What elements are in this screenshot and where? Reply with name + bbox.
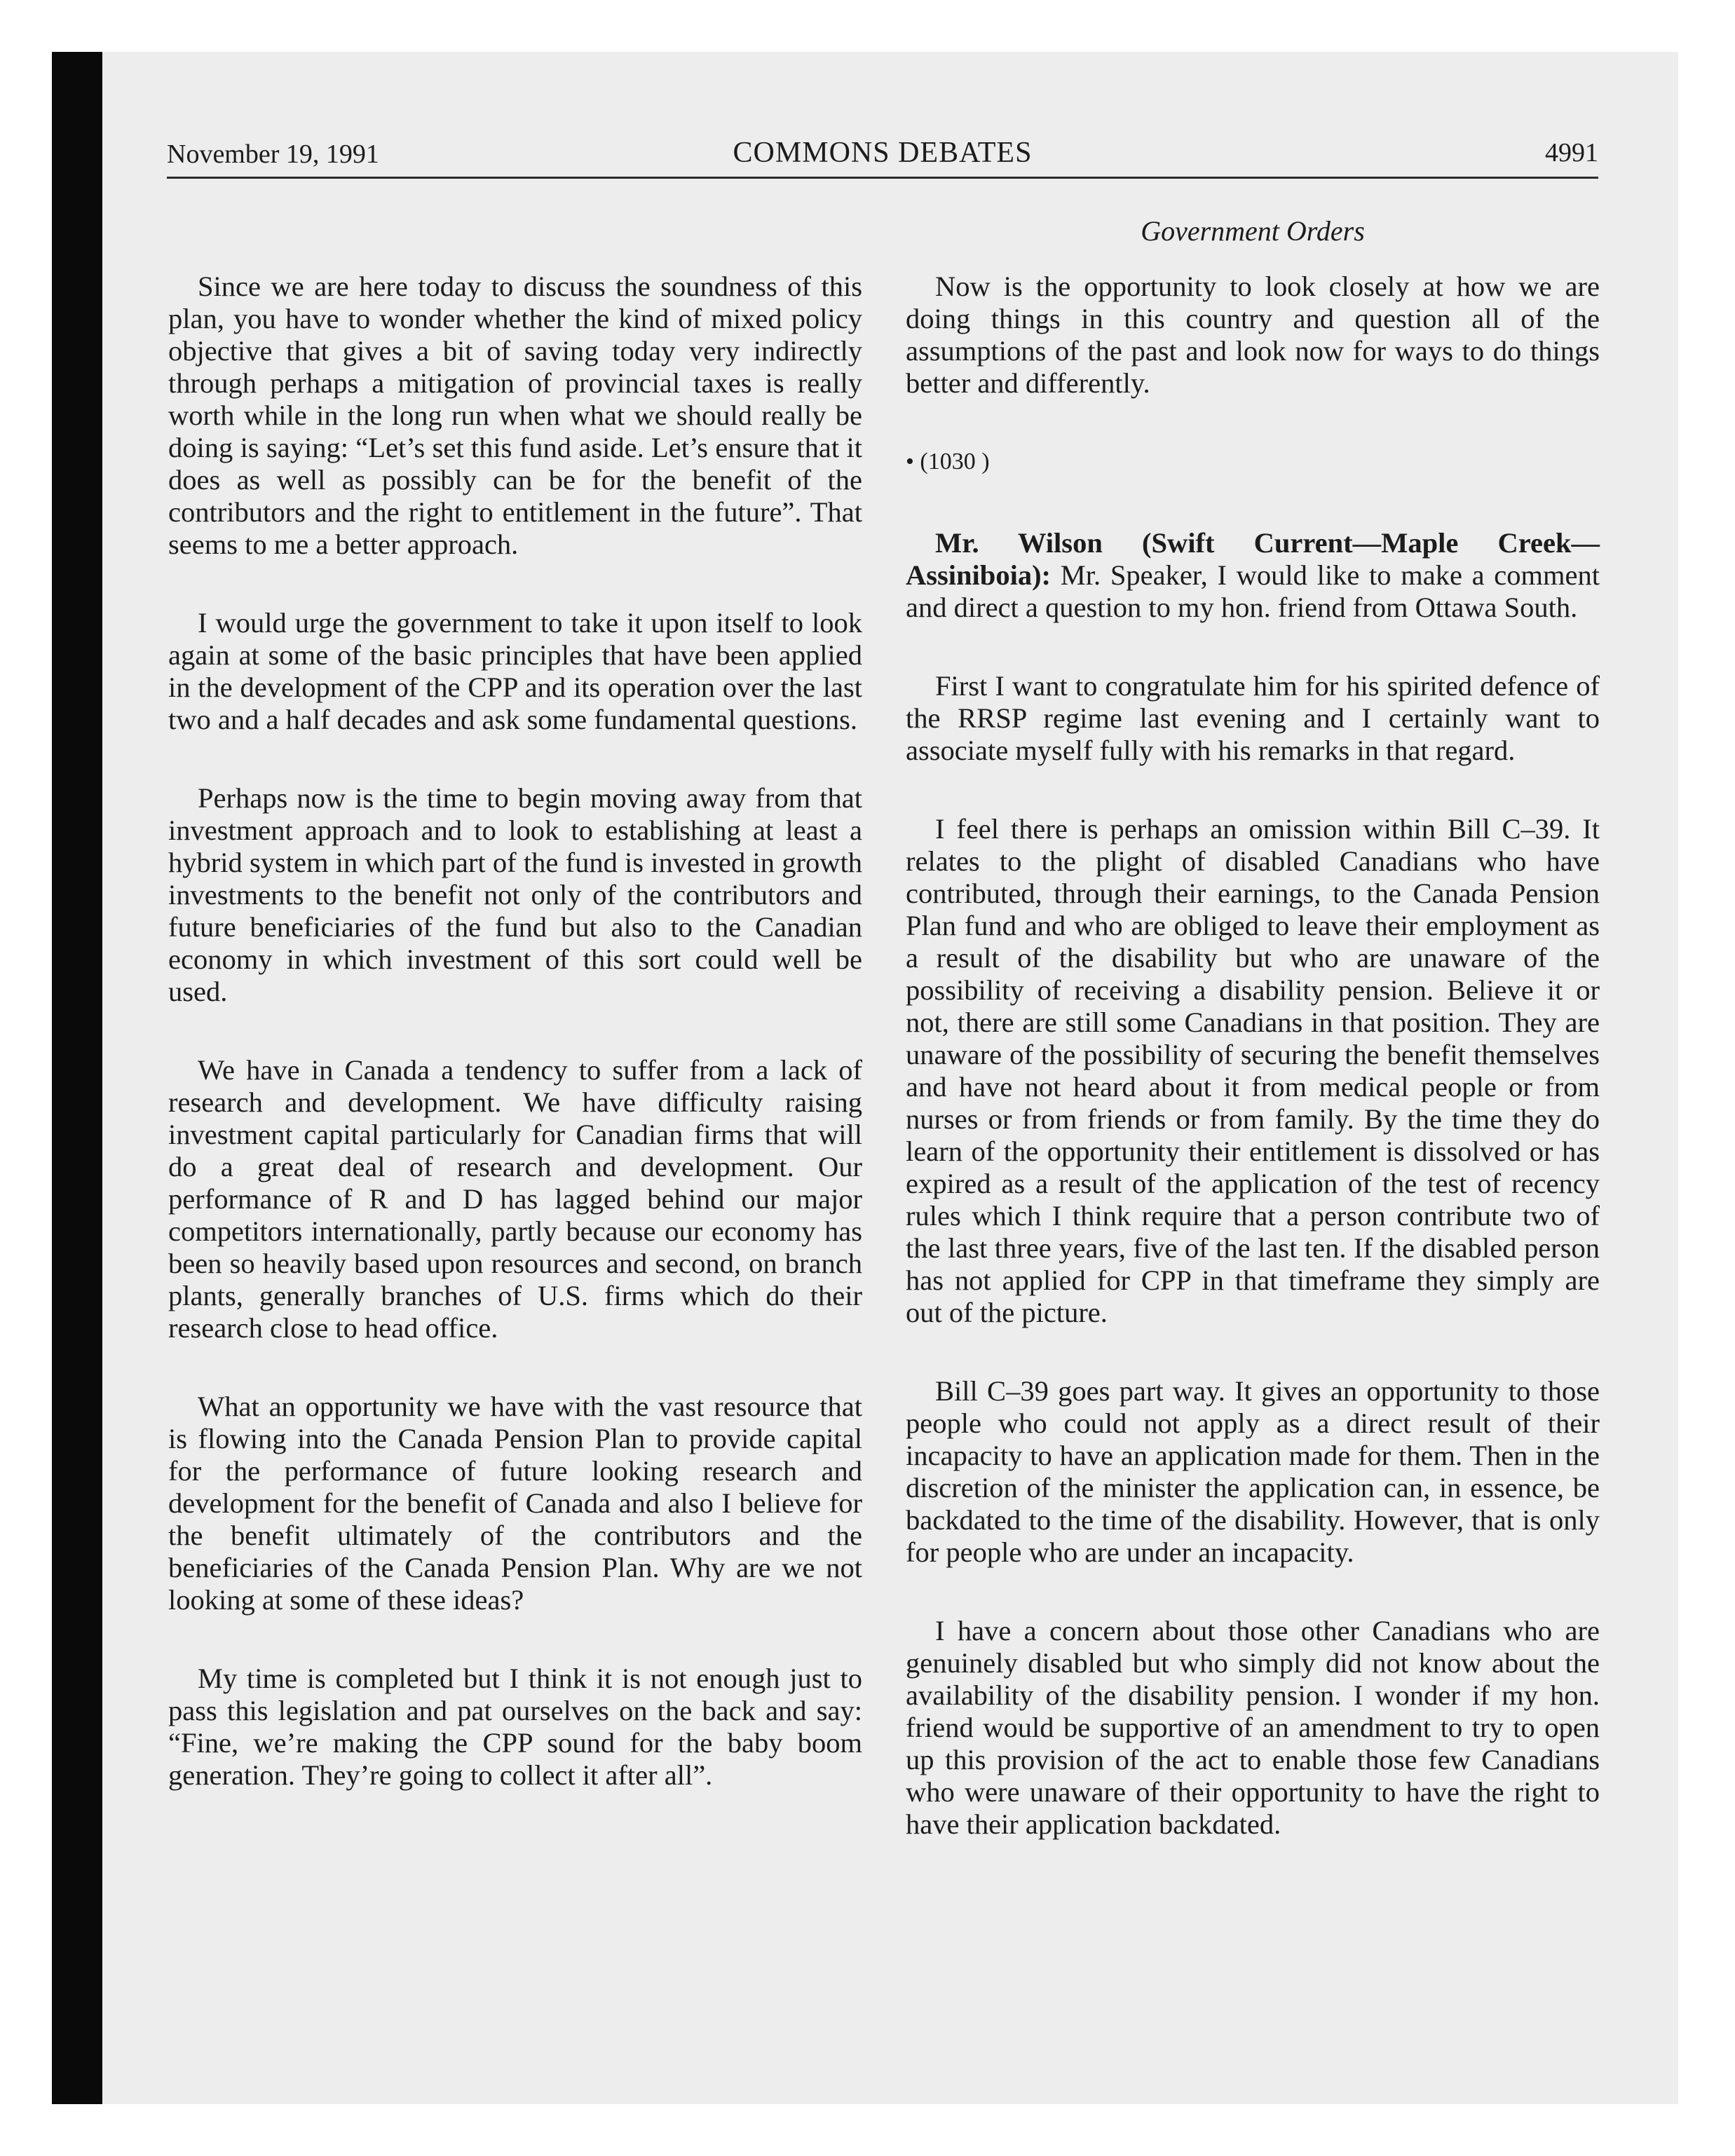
speaker-paragraph (906, 527, 1600, 624)
header-title: COMMONS DEBATES (733, 137, 1033, 169)
paragraph: I feel there is perhaps an omission within Bill C–39. It relates to the plight of disabled Canadians who have contributed, through their earnings, to the Canada Pension Plan fund and who are obliged to leave their employment as a result of the disability but who are unaware of the possibility of receiving a disability pension. Believe it or not, there are still some Canadians in that position. They are unaware of the possibility of securing the benefit themselves and have not heard about it from medical people or from nurses or from friends or from family. By the time they do learn of the opportunity their entitlement is dissolved or has expired as a result of the application of the test of recency rules which I think require that a person contribute two of the last three years, five of the last ten. If the disabled person has not applied for CPP in that timeframe they simply are out of the picture. (906, 813, 1600, 1328)
left-column (168, 271, 862, 1838)
paragraph: Bill C–39 goes part way. It gives an opportunity to those people who could not apply as a direct result of their incapacity to have an application made for them. Then in the discretion of the minister the application can, in essence, be backdated to the time of the disability. However, that is only for people who are under an incapacity. (906, 1375, 1600, 1568)
paragraph: Now is the opportunity to look closely at how we are doing things in this country and question all of the assumptions of the past and look now for ways to do things better and differently. (906, 271, 1600, 399)
paragraph: First I want to congratulate him for his spirited defence of the RRSP regime last evening and I certainly want to associate myself fully with his remarks in that regard. (906, 670, 1600, 766)
time-marker: • (1030 ) (906, 449, 990, 475)
section-heading: Government Orders (1141, 215, 1365, 247)
paragraph: My time is completed but I think it is not enough just to pass this legislation and pat ourselves on the back and say: “Fine, we’re making the CPP sound for the baby boom generation. They’re going to collect it after all”. (168, 1663, 862, 1791)
speaker-text: Mr. Speaker, I would like to make a comment and direct a question to my hon. friend from Ottawa South. (906, 559, 1600, 623)
paragraph: We have in Canada a tendency to suffer from a lack of research and development. We have difficulty raising investment capital particularly for Canadian firms that will do a great deal of research and development. Our performance of R and D has lagged behind our major competitors internationally, partly because our economy has been so heavily based upon resources and second, on branch plants, generally branches of U.S. firms which do their research close to head office. (168, 1054, 862, 1344)
paragraph: I would urge the government to take it upon itself to look again at some of the basic principles that have been applied in the development of the CPP and its operation over the last two and a half decades and ask some fundamental questions. (168, 607, 862, 735)
right-column (906, 271, 1600, 1887)
paragraph: What an opportunity we have with the vast resource that is flowing into the Canada Pension Plan to provide capital for the performance of future looking research and development for the benefit of Canada and also I believe for the benefit ultimately of the contributors and the beneficiaries of the Canada Pension Plan. Why are we not looking at some of these ideas? (168, 1391, 862, 1616)
speaker-name: Mr. Wilson (Swift Current—Maple Creek—Assiniboia): (906, 527, 1600, 591)
scan-edge-bar (52, 52, 102, 2104)
page-number: 4991 (1545, 138, 1598, 168)
paragraph: Since we are here today to discuss the soundness of this plan, you have to wonder whether the kind of mixed policy objective that gives a bit of saving today very indirectly through perhaps a mitigation of provincial taxes is really worth while in the long run when what we should really be doing is saying: “Let’s set this fund aside. Let’s ensure that it does as well as possibly can be for the benefit of the contributors and the right to entitlement in the future”. That seems to me a better approach. (168, 271, 862, 560)
page-header (167, 132, 1598, 177)
paragraph: I have a concern about those other Canadians who are genuinely disabled but who simply did not know about the availability of the disability pension. I wonder if my hon. friend would be supportive of an amendment to try to open up this provision of the act to enable those few Canadians who were unaware of their opportunity to have the right to have their application backdated. (906, 1615, 1600, 1840)
header-rule (167, 177, 1598, 179)
header-date: November 19, 1991 (167, 139, 379, 169)
paragraph: Perhaps now is the time to begin moving away from that investment approach and to look to establishing at least a hybrid system in which part of the fund is invested in growth investments to the benefit not only of the contributors and future beneficiaries of the fund but also to the Canadian economy in which investment of this sort could well be used. (168, 782, 862, 1007)
